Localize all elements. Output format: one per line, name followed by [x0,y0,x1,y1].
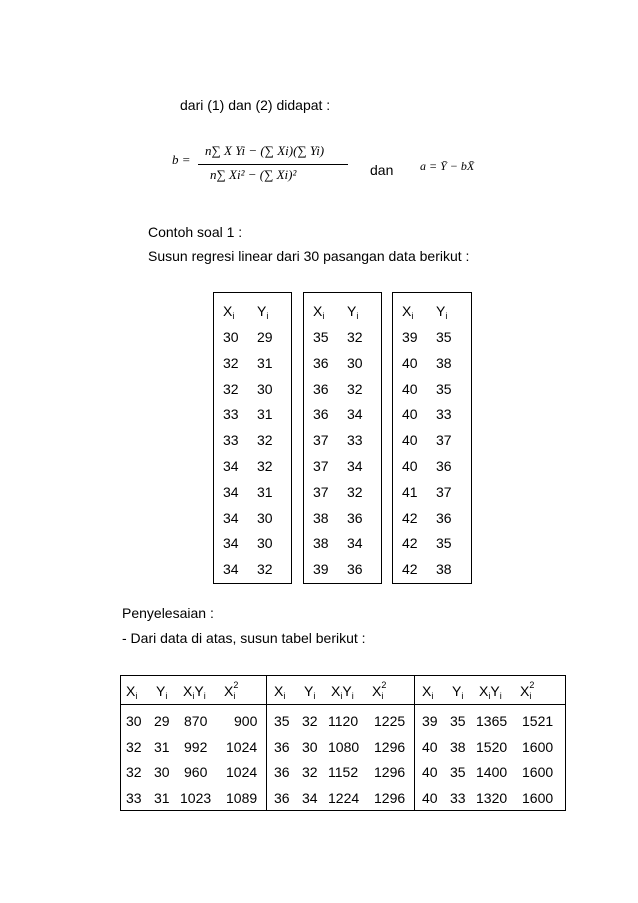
th-xi: $X_i$ [422,683,434,701]
data-x-value: 36 [313,354,329,371]
data-y-value: 35 [436,535,452,552]
cell-yi: 31 [154,738,170,755]
th-yi: $Y_i$ [156,683,168,701]
data-y-value: 35 [436,329,452,345]
data-y-value: 38 [436,354,452,371]
data-x-value: 34 [223,483,239,500]
cell-xiyi: 1152 [328,764,359,780]
data-y-value: 33 [347,432,363,449]
data-x-value: 34 [223,561,239,578]
cell-xi-squared: 1225 [374,713,406,729]
th-xi-squared: $X_i^2$ [224,680,239,701]
cell-yi: 29 [154,713,170,729]
formula-a-equation: a = Ȳ − bX̄ [420,159,475,173]
cell-xi-squared: 1600 [522,764,554,780]
data-x-value: 42 [402,509,418,526]
cell-xi-squared: 1296 [374,738,406,755]
header-yi: $Y_i$ [257,303,269,321]
formula-dan: dan [370,162,394,178]
th-xiyi: $X_iY_i$ [183,683,206,701]
data-y-value: 36 [436,509,452,526]
cell-xiyi: 1365 [476,713,508,729]
cell-xi-squared: 900 [234,713,258,729]
data-x-value: 36 [313,380,329,397]
formula-b-lhs: b = [172,152,191,167]
data-y-value: 31 [257,354,273,371]
cell-xi: 36 [274,738,290,755]
data-x-value: 38 [313,535,329,552]
data-y-value: 32 [347,483,363,500]
data-x-value: 34 [223,509,239,526]
data-x-value: 37 [313,432,329,449]
cell-xi: 40 [422,789,438,806]
header-yi: $Y_i$ [347,303,359,321]
cell-yi: 35 [450,713,466,729]
cell-xi: 39 [422,713,438,729]
data-y-value: 30 [347,354,363,371]
contoh-title: Contoh soal 1 : [148,224,243,240]
cell-xi-squared: 1024 [226,738,258,755]
data-x-value: 40 [402,380,418,397]
th-xi-squared: $X_i^2$ [372,680,387,701]
data-y-value: 31 [257,483,273,500]
data-x-value: 35 [313,329,329,345]
cell-xi-squared: 1600 [522,738,554,755]
data-box [303,292,382,584]
cell-xi: 30 [126,713,142,729]
cell-xi: 36 [274,764,290,780]
th-xi: $X_i$ [126,683,138,701]
data-y-value: 37 [436,483,452,500]
data-y-value: 36 [347,561,363,578]
data-x-value: 40 [402,458,418,474]
cell-xi-squared: 1296 [374,764,406,780]
cell-yi: 31 [154,789,170,806]
header-xi: $X_i$ [313,303,325,321]
cell-xiyi: 1120 [328,713,359,729]
cell-xi: 36 [274,789,290,806]
cell-xiyi: 1400 [476,764,508,780]
data-y-value: 32 [257,458,273,474]
cell-xiyi: 960 [184,764,208,780]
cell-yi: 32 [302,713,318,729]
data-x-value: 36 [313,406,329,423]
data-y-value: 32 [257,432,273,449]
cell-xi-squared: 1296 [374,789,406,806]
data-x-value: 40 [402,432,418,449]
table-group-divider [414,676,415,810]
data-x-value: 42 [402,535,418,552]
dari-data-text: - Dari data di atas, susun tabel berikut : [122,630,366,646]
data-x-value: 39 [402,329,418,345]
cell-xiyi: 1023 [180,789,212,806]
th-xi: $X_i$ [274,683,286,701]
data-y-value: 29 [257,329,273,345]
th-xi-squared: $X_i^2$ [520,680,535,701]
data-y-value: 35 [436,380,452,397]
data-x-value: 40 [402,354,418,371]
cell-xi: 32 [126,764,142,780]
data-y-value: 30 [257,535,273,552]
cell-xiyi: 1320 [476,789,508,806]
th-xiyi: $X_iY_i$ [331,683,354,701]
th-xiyi: $X_iY_i$ [479,683,502,701]
data-y-value: 38 [436,561,452,578]
data-y-value: 32 [347,329,363,345]
contoh-text: Susun regresi linear dari 30 pasangan data berikut : [148,248,470,264]
th-yi: $Y_i$ [452,683,464,701]
cell-xi-squared: 1024 [226,764,258,780]
data-y-value: 32 [257,561,273,578]
cell-xiyi: 1080 [328,738,360,755]
formula-numerator: n∑ X Yi − (∑ Xi)(∑ Yi) [205,143,325,158]
header-xi: $X_i$ [223,303,235,321]
formula-fraction-bar [198,164,348,165]
data-x-value: 38 [313,509,329,526]
data-x-value: 37 [313,458,329,474]
data-y-value: 37 [436,432,452,449]
cell-xi: 32 [126,738,142,755]
data-y-value: 34 [347,535,363,552]
cell-yi: 34 [302,789,318,806]
data-x-value: 32 [223,380,239,397]
data-x-value: 34 [223,458,239,474]
formula-denominator: n∑ Xi² − (∑ Xi)² [210,167,297,182]
cell-yi: 30 [302,738,318,755]
cell-yi: 30 [154,764,170,780]
data-y-value: 36 [436,458,452,474]
data-box [392,292,472,584]
data-y-value: 30 [257,509,273,526]
cell-xi-squared: 1600 [522,789,554,806]
data-x-value: 34 [223,535,239,552]
data-x-value: 37 [313,483,329,500]
cell-xiyi: 1520 [476,738,508,755]
cell-yi: 33 [450,789,466,806]
data-x-value: 33 [223,406,239,423]
data-x-value: 41 [402,483,418,500]
data-x-value: 40 [402,406,418,423]
intro-text: dari (1) dan (2) didapat : [180,97,331,113]
table-group-divider [266,676,267,810]
data-x-value: 39 [313,561,329,578]
cell-xi: 40 [422,738,438,755]
data-x-value: 33 [223,432,239,449]
cell-xiyi: 1224 [328,789,360,806]
cell-yi: 38 [450,738,466,755]
data-y-value: 33 [436,406,452,423]
data-y-value: 32 [347,380,363,397]
cell-yi: 35 [450,764,466,780]
cell-xiyi: 992 [184,738,208,755]
header-xi: $X_i$ [402,303,414,321]
data-x-value: 32 [223,354,239,371]
data-y-value: 31 [257,406,273,423]
cell-xi-squared: 1089 [226,789,258,806]
th-yi: $Y_i$ [304,683,316,701]
cell-yi: 32 [302,764,318,780]
table-header-divider [121,704,565,705]
data-y-value: 34 [347,406,363,423]
cell-xi-squared: 1521 [522,713,554,729]
data-y-value: 36 [347,509,363,526]
cell-xi: 33 [126,789,142,806]
data-y-value: 30 [257,380,273,397]
data-box [213,292,292,584]
cell-xi: 35 [274,713,290,729]
penyelesaian-title: Penyelesaian : [122,605,214,621]
table-frame [120,675,566,811]
data-x-value: 30 [223,329,239,345]
data-y-value: 34 [347,458,363,474]
header-yi: $Y_i$ [436,303,448,321]
cell-xiyi: 870 [184,713,208,729]
data-x-value: 42 [402,561,418,578]
cell-xi: 40 [422,764,438,780]
